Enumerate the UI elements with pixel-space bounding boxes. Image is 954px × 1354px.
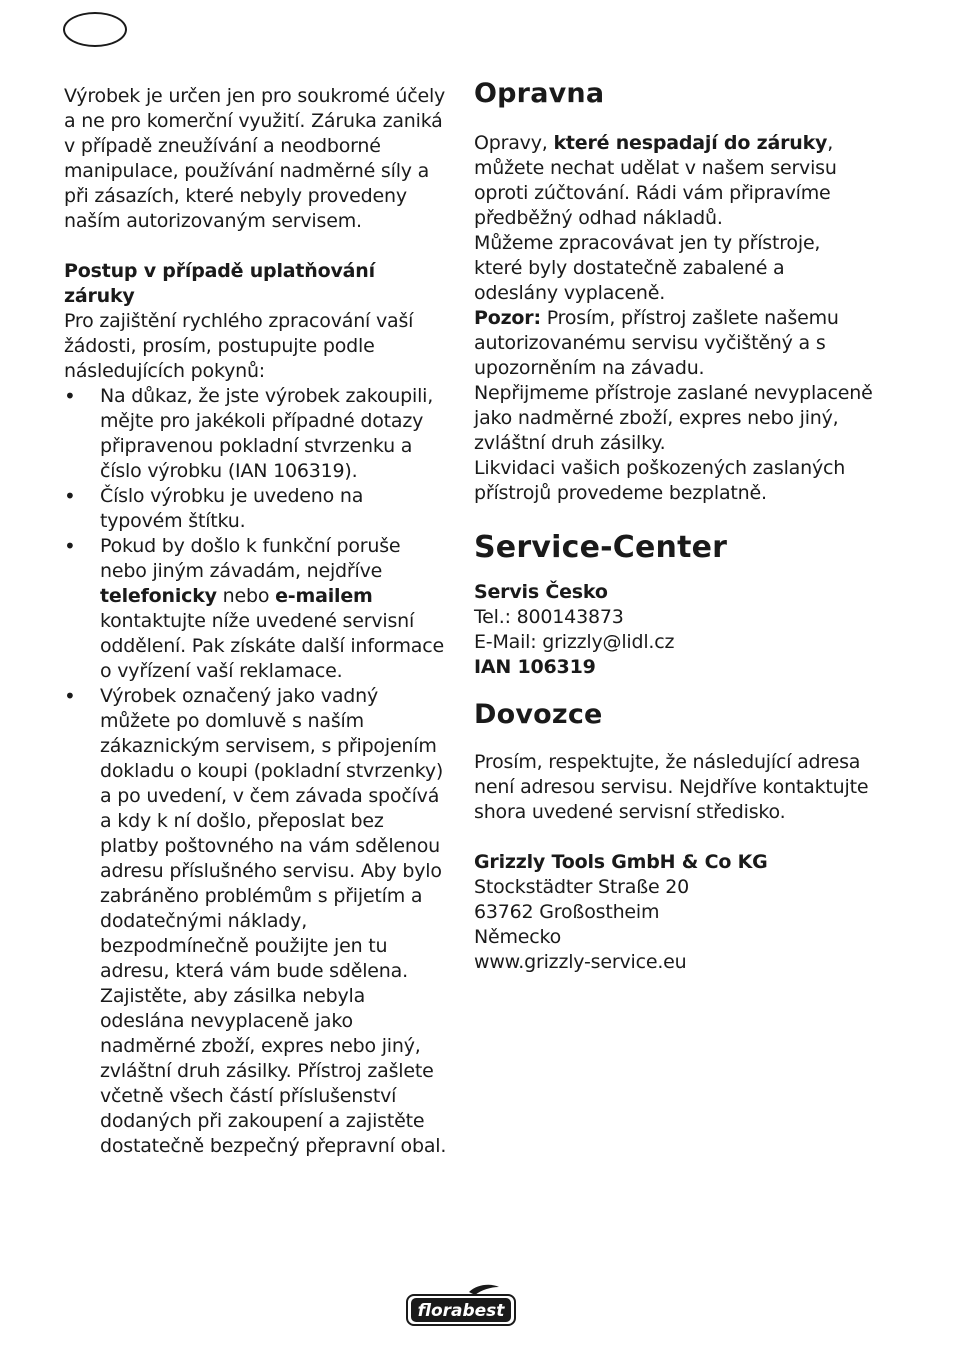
importer-website: www.grizzly-service.eu bbox=[474, 951, 687, 973]
attention-label: Pozor: bbox=[474, 307, 541, 329]
intro-paragraph: Výrobek je určen jen pro soukromé účely a ne pro komerční využití. Záruka zaniká v případě zneužívání a neodborné manipulace, používání nadměrné síly a při zásazích, které nebyly provedeny naším autorizovaným servisem. bbox=[64, 85, 446, 232]
warranty-procedure-lead: Pro zajištění rychlého zpracování vaší žádosti, prosím, postupujte podle následujících pokynů: bbox=[64, 310, 414, 382]
service-name: Servis Česko bbox=[474, 581, 608, 603]
importer-country: Německo bbox=[474, 926, 562, 948]
dovozce-note: Prosím, respektujte, že následující adresa není adresou servisu. Nejdříve kontaktujte shora uvedené servisní středisko. bbox=[474, 751, 869, 823]
opravna-paragraph bbox=[474, 306, 874, 381]
florabest-logo-icon bbox=[405, 1283, 517, 1327]
importer-street: Stockstädter Straße 20 bbox=[474, 876, 690, 898]
right-column bbox=[474, 77, 874, 975]
opravna-heading: Opravna bbox=[474, 78, 605, 109]
dovozce-heading: Dovozce bbox=[474, 699, 603, 730]
opravna-text: Opravy, bbox=[474, 132, 554, 154]
warranty-steps-list bbox=[64, 384, 448, 1159]
list-item bbox=[64, 534, 448, 684]
language-badge bbox=[63, 12, 127, 47]
importer-city: 63762 Großostheim bbox=[474, 901, 660, 923]
left-column bbox=[64, 84, 448, 1159]
warranty-procedure-heading: Postup v případě uplatňování záruky bbox=[64, 260, 375, 307]
svg-text:florabest: florabest bbox=[417, 1301, 505, 1321]
list-item-text: kontaktujte níže uvedené servisní oddělení. Pak získáte další informace o vyřízení vaší reklamace. bbox=[100, 610, 444, 682]
attention-text: Prosím, přístroj zašlete našemu autorizovanému servisu vyčištěný a s upozorněním na závadu. bbox=[474, 307, 839, 379]
list-item: • Výrobek označený jako vadný můžete po domluvě s naším zákaznickým servisem, s připojením dokladu o koupi (pokladní stvrzenky) a po uvedení, v čem závada spočívá a kdy k ní došlo, přeposlat bez platby poštovného na vám sdělenou adresu příslušného servisu. Aby bylo zabráněno problémům s přijetím a dodatečnými náklady, bezpodmínečně použijte jen tu adresu, která vám bude sdělena. Zajistěte, aby zásilka nebyla odeslána nevyplaceně jako nadměrné zboží, expres nebo jiný, zvláštní druh zásilky. Přístroj zašlete včetně všech částí příslušenství dodaných při zakoupení a zajistěte dostatečně bezpečný přepravní obal. bbox=[64, 684, 448, 1159]
importer-company: Grizzly Tools GmbH & Co KG bbox=[474, 851, 768, 873]
list-item: • Číslo výrobku je uvedeno na typovém štítku. bbox=[64, 484, 448, 534]
opravna-text: , můžete nechat udělat v našem servisu oproti zúčtování. Rádi vám připravíme předběžný odhad nákladů. bbox=[474, 132, 837, 229]
opravna-paragraph: Nepřijmeme přístroje zaslané nevyplaceně jako nadměrné zboží, expres nebo jiný, zvláštní druh zásilky. bbox=[474, 382, 873, 454]
list-item-text: nebo bbox=[216, 585, 276, 607]
opravna-paragraph: Můžeme zpracovávat jen ty přístroje, které byly dostatečně zabalené a odeslány vyplaceně. bbox=[474, 232, 821, 304]
emphasis-email: e-mailem bbox=[275, 585, 373, 607]
opravna-paragraph: Likvidaci vašich poškozených zaslaných přístrojů provedeme bezplatně. bbox=[474, 457, 846, 504]
florabest-logo bbox=[405, 1283, 517, 1327]
list-item: • Na důkaz, že jste výrobek zakoupili, mějte pro jakékoli případné dotazy připravenou pokladní stvrzenku a číslo výrobku (IAN 106319). bbox=[64, 384, 448, 484]
opravna-paragraph bbox=[474, 131, 874, 231]
opravna-emphasis: které nespadají do záruky bbox=[553, 132, 828, 154]
service-email: E-Mail: grizzly@lidl.cz bbox=[474, 631, 675, 653]
service-ian: IAN 106319 bbox=[474, 656, 596, 678]
service-phone: Tel.: 800143873 bbox=[474, 606, 624, 628]
emphasis-phone: telefonicky bbox=[100, 585, 217, 607]
service-center-heading: Service-Center bbox=[474, 530, 728, 565]
list-item-text: Pokud by došlo k funkční poruše nebo jiným závadám, nejdříve bbox=[100, 535, 401, 582]
